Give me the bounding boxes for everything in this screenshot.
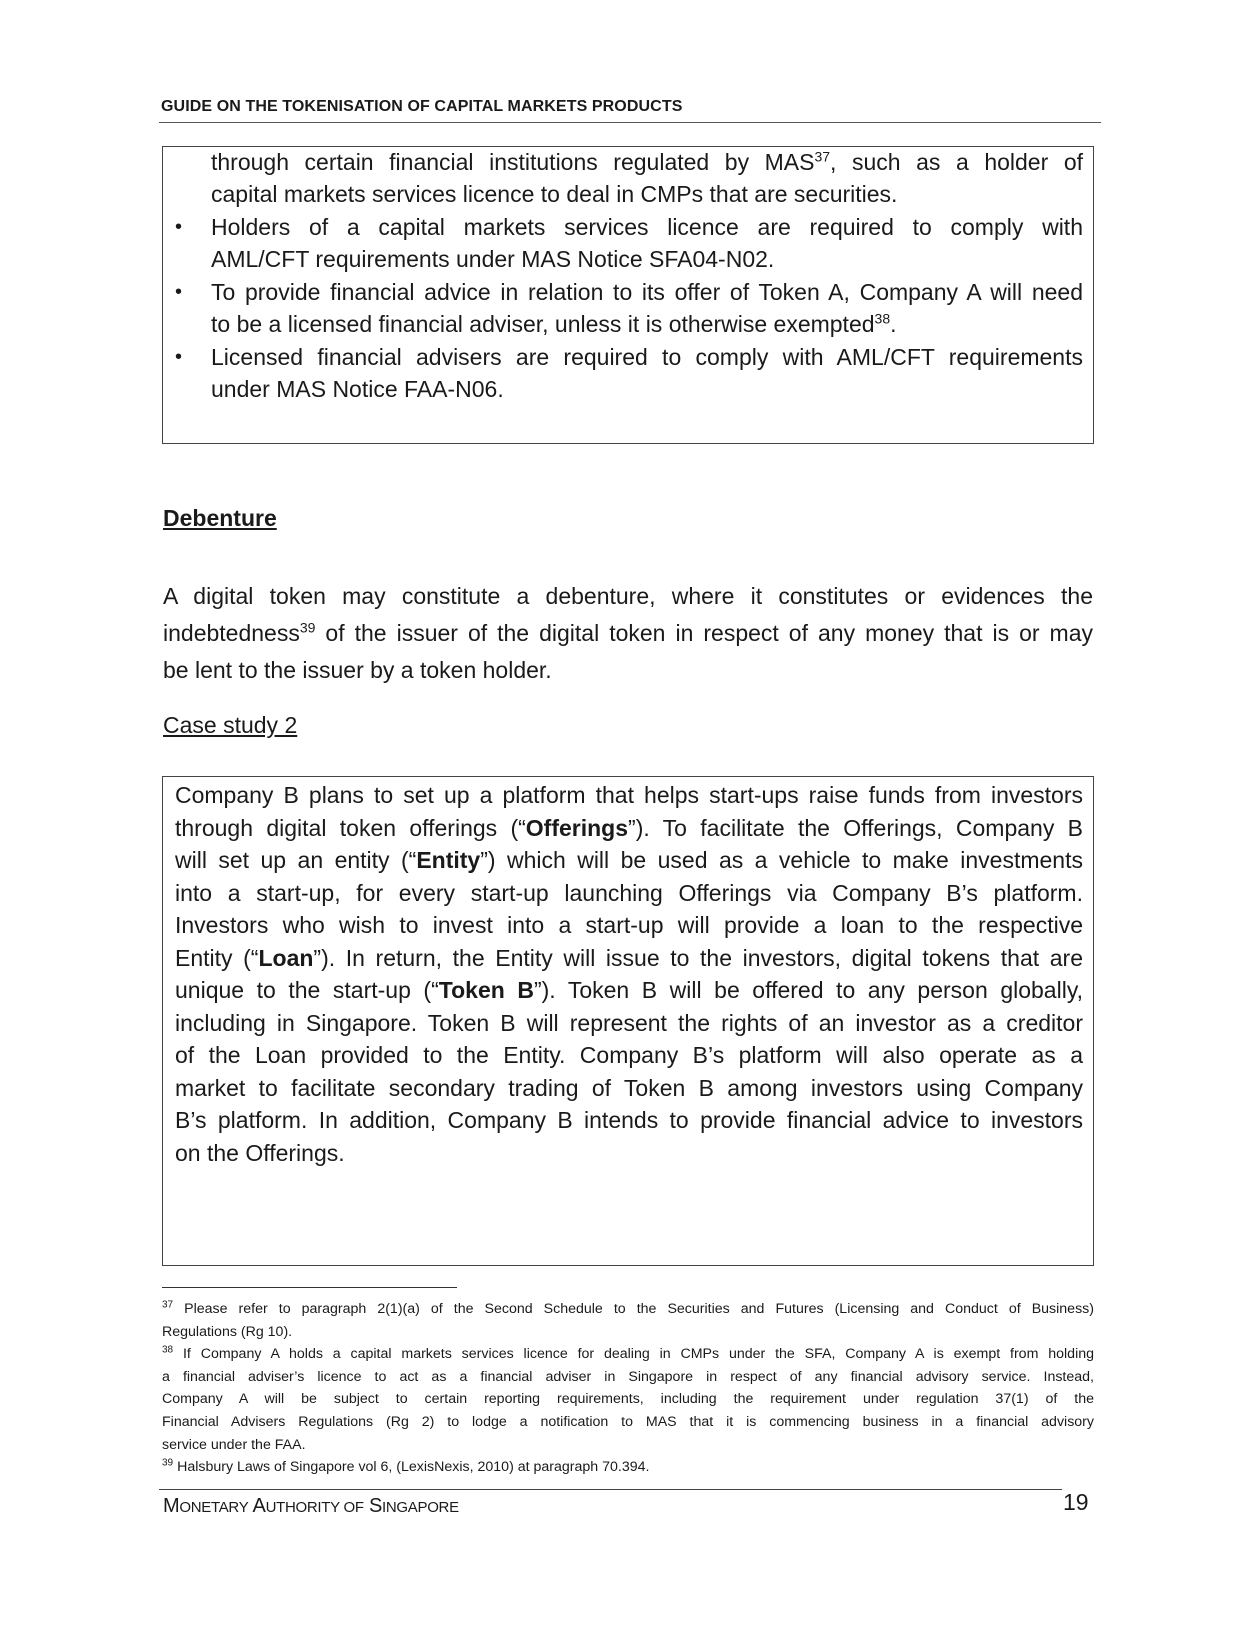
case-study-1-box: [162, 146, 1094, 444]
box1-line: capital markets services licence to deal in CMPs that are securities.: [211, 181, 898, 207]
box2-line: B’s platform. In addition, Company B intends to provide financial advice to investors: [175, 1107, 1083, 1133]
box2-line: on the Offerings.: [175, 1139, 345, 1166]
bullet-item-2-cont: to be a licensed financial adviser, unless it is otherwise exempted$^{38}$.: [211, 310, 897, 337]
header-rule: [159, 122, 1101, 123]
box2-line: unique to the start-up (“Token B”). Token B will be offered to any person globally,: [175, 977, 1083, 1003]
footnote-ref-39[interactable]: 39: [299, 619, 316, 636]
bullet-item-3: Licensed financial advisers are required to comply with AML/CFT requirements: [211, 344, 1083, 370]
box2-line: market to facilitate secondary trading of Token B among investors using Company: [175, 1074, 1083, 1101]
footnote-ref-38[interactable]: 38: [874, 310, 891, 327]
defined-term-entity: Entity: [416, 847, 481, 873]
footnote-ref-37[interactable]: 37: [814, 148, 831, 165]
bullet-item-3-cont: under MAS Notice FAA-N06.: [211, 376, 504, 402]
box2-line: through digital token offerings (“Offerings”). To facilitate the Offerings, Company B: [175, 814, 1083, 841]
footnote-39: $^{39}$ Halsbury Laws of Singapore vol 6, (LexisNexis, 2010) at paragraph 70.394.: [162, 1457, 650, 1476]
para-line: be lent to the issuer by a token holder.: [163, 657, 552, 683]
box2-line: into a start-up, for every start-up launching Offerings via Company B’s platform.: [175, 879, 1083, 906]
case-study-2-text: [175, 779, 1083, 1169]
page-number: 19: [1063, 1489, 1089, 1515]
page-header: GUIDE ON THE TOKENISATION OF CAPITAL MARKETS PRODUCTS: [161, 98, 683, 115]
case-study-2-box: [162, 776, 1094, 1266]
footnote-37-cont: Regulations (Rg 10).: [162, 1323, 293, 1340]
box2-line: Entity (“Loan”). In return, the Entity will issue to the investors, digital tokens that are: [175, 944, 1084, 971]
bullet-icon: •: [175, 346, 183, 368]
bullet-item-2: To provide financial advice in relation to its offer of Token A, Company A will need: [211, 279, 1083, 305]
case-study-title: Case study 2: [163, 712, 298, 738]
footnote-38: $^{38}$ If Company A holds a capital markets services licence for dealing in CMPs under the SFA, Company A is exempt from holding: [162, 1344, 1094, 1363]
box1-line: through certain financial institutions regulated by MAS$^{37}$, such as a holder of: [211, 148, 1083, 175]
footnote-38-cont: service under the FAA.: [162, 1436, 306, 1453]
footer-rule: [159, 1489, 1062, 1490]
bullet-item-1: Holders of a capital markets services licence are required to comply with: [211, 214, 1083, 240]
footnote-separator: [162, 1287, 457, 1288]
defined-term-token-b: Token B: [438, 977, 534, 1003]
footnote-38-cont: a financial adviser’s licence to act as a financial adviser in Singapore in respect of any financial advisory service. Instead,: [162, 1368, 1094, 1385]
para-line: A digital token may constitute a debenture, where it constitutes or evidences the: [163, 583, 1093, 609]
box2-line: Investors who wish to invest into a start-up will provide a loan to the respective: [175, 912, 1083, 938]
footnote-38-cont: Company A will be subject to certain reporting requirements, including the requirement under regulation 37(1) of the: [162, 1391, 1094, 1408]
footnote-37: $^{37}$ Please refer to paragraph 2(1)(a) of the Second Schedule to the Securities and Futures (Licensing and Conduct of Business): [162, 1299, 1094, 1317]
box2-line: Company B plans to set up a platform that helps start-ups raise funds from investors: [175, 782, 1083, 808]
para-line: indebtedness$^{39}$ of the issuer of the digital token in respect of any money that is or may: [163, 619, 1093, 646]
body-paragraph: [163, 578, 1093, 689]
box2-line: will set up an entity (“Entity”) which will be used as a vehicle to make investments: [175, 847, 1083, 873]
footer-organisation: MONETARY AUTHORITY OF SINGAPORE: [163, 1495, 459, 1517]
bullet-icon: •: [175, 281, 183, 303]
box2-line: including in Singapore. Token B will represent the rights of an investor as a creditor: [175, 1009, 1083, 1036]
footnotes: [162, 1298, 1094, 1479]
defined-term-offerings: Offerings: [525, 814, 629, 841]
box2-line: of the Loan provided to the Entity. Company B’s platform will also operate as a: [175, 1042, 1083, 1068]
bullet-item-1-cont: AML/CFT requirements under MAS Notice SFA04-N02.: [211, 246, 775, 272]
section-heading: Debenture: [163, 505, 277, 531]
bullet-icon: •: [175, 216, 183, 238]
defined-term-loan: Loan: [258, 944, 314, 971]
footnote-38-cont: Financial Advisers Regulations (Rg 2) to lodge a notification to MAS that it is commencing business in a financial advisory: [162, 1413, 1094, 1430]
